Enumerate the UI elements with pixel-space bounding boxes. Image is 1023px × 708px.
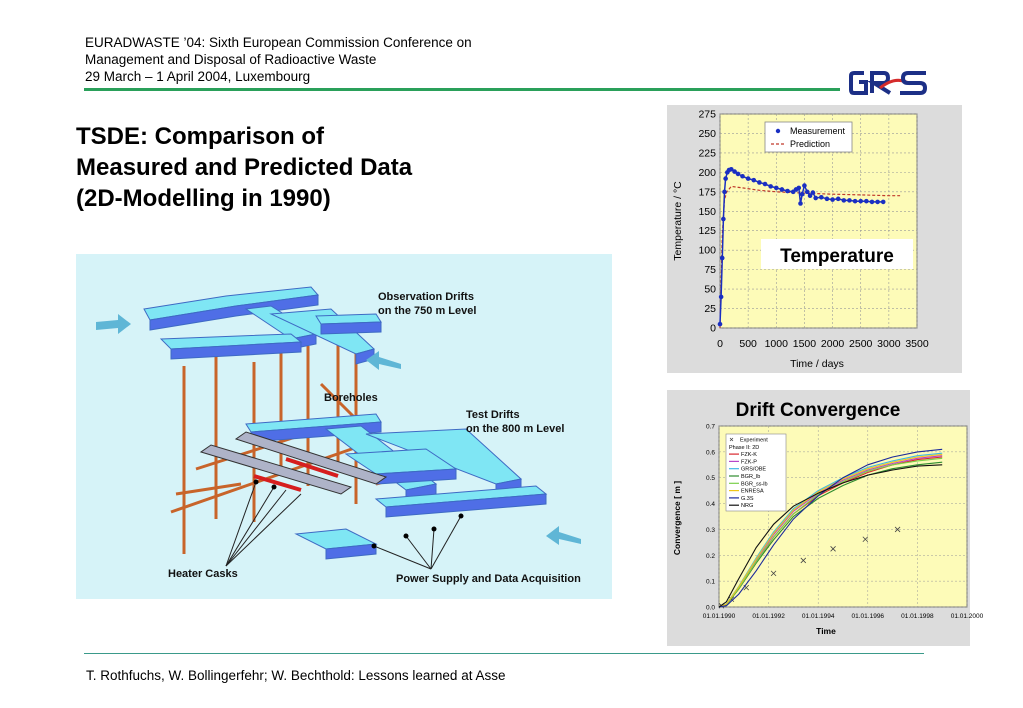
- conv-x-tick: 01.01.2000: [950, 613, 984, 620]
- temp-measurement-point: [719, 295, 724, 300]
- conv-y-tick: 0.4: [705, 501, 715, 509]
- conv-y-tick: 0.6: [705, 449, 715, 457]
- temp-measurement-point: [720, 256, 725, 261]
- temperature-overlay-label: Temperature: [780, 246, 894, 267]
- temp-measurement-point: [785, 189, 790, 194]
- header-line-2: Management and Disposal of Radioactive Waste: [85, 52, 377, 67]
- label-observation-level: on the 750 m Level: [378, 305, 477, 317]
- convergence-title: Drift Convergence: [735, 400, 901, 421]
- legend-measurement: Measurement: [790, 126, 846, 136]
- title-line-1: TSDE: Comparison of: [76, 123, 325, 150]
- temp-measurement-point: [797, 186, 802, 191]
- temp-measurement-point: [763, 182, 768, 187]
- temp-measurement-point: [875, 200, 880, 205]
- conv-x-tick: 01.01.1998: [901, 613, 934, 620]
- temp-measurement-point: [740, 174, 745, 179]
- temp-x-tick: 3500: [905, 338, 929, 350]
- temp-x-tick: 2000: [820, 338, 845, 350]
- temp-x-tick: 0: [717, 338, 723, 350]
- temperature-chart: [667, 105, 962, 373]
- temp-y-tick: 225: [698, 147, 716, 160]
- conv-y-tick: 0.5: [705, 475, 715, 483]
- label-boreholes: Boreholes: [324, 392, 378, 404]
- temp-measurement-point: [798, 201, 803, 206]
- temp-y-tick: 50: [704, 283, 716, 296]
- temp-measurement-point: [736, 172, 741, 177]
- conv-x-tick: 01.01.1994: [801, 613, 835, 620]
- temp-measurement-point: [811, 190, 816, 195]
- convergence-y-label: Convergence [ m ]: [672, 480, 682, 556]
- label-test-level: on the 800 m Level: [466, 423, 565, 435]
- temp-measurement-point: [825, 197, 830, 202]
- temperature-y-label: Temperature / °C: [672, 181, 684, 261]
- temp-measurement-point: [721, 217, 726, 222]
- temperature-chart-panel: [667, 105, 962, 373]
- temp-measurement-point: [774, 186, 779, 191]
- temp-x-tick: 3000: [877, 338, 901, 350]
- temp-measurement-point: [836, 197, 841, 202]
- legend-measurement-marker: [776, 129, 780, 133]
- legend-prediction: Prediction: [790, 139, 831, 149]
- conv-legend-title: Phase II: 2D: [729, 444, 760, 451]
- temp-y-tick: 75: [704, 264, 716, 277]
- conference-header: [85, 34, 472, 85]
- conv-legend-experiment: Experiment: [740, 437, 768, 444]
- conv-legend-entry: ENRESA: [741, 488, 764, 495]
- temp-measurement-point: [858, 199, 863, 204]
- temp-y-tick: 150: [698, 205, 716, 218]
- observation-drifts: [144, 287, 381, 364]
- label-heater-casks: Heater Casks: [168, 568, 238, 580]
- temp-measurement-point: [746, 176, 751, 181]
- footer-rule: [84, 653, 924, 654]
- temp-measurement-point: [800, 192, 805, 197]
- conv-legend-entry: FZK-K: [741, 452, 757, 459]
- conv-y-tick: 0.7: [705, 423, 715, 431]
- temp-measurement-point: [842, 198, 847, 203]
- conv-y-tick: 0.0: [705, 604, 715, 612]
- temp-measurement-point: [802, 183, 807, 188]
- temp-y-tick: 125: [698, 225, 716, 238]
- temp-measurement-point: [718, 322, 723, 327]
- temp-measurement-point: [813, 196, 818, 201]
- convergence-x-label: Time: [816, 626, 836, 636]
- convergence-legend: [726, 434, 786, 511]
- grs-logo: [850, 70, 928, 96]
- conv-x-tick: 01.01.1990: [702, 613, 736, 620]
- temp-measurement-point: [805, 190, 810, 195]
- footer-authors: T. Rothfuchs, W. Bollingerfehr; W. Bechthold: Lessons learned at Asse: [86, 668, 506, 683]
- temp-measurement-point: [768, 184, 773, 189]
- temp-y-tick: 200: [698, 166, 716, 179]
- temp-measurement-point: [853, 199, 858, 204]
- conv-x-tick: 01.01.1992: [752, 613, 785, 620]
- temp-measurement-point: [881, 200, 886, 205]
- temp-measurement-point: [757, 180, 762, 185]
- temp-measurement-point: [830, 197, 835, 202]
- temp-measurement-point: [870, 200, 875, 205]
- header-line-3: 29 March – 1 April 2004, Luxembourg: [85, 69, 311, 84]
- mine-layout-diagram: [76, 254, 612, 599]
- temp-measurement-point: [751, 178, 756, 183]
- conv-y-tick: 0.2: [705, 552, 715, 560]
- label-power-supply: Power Supply and Data Acquisition: [396, 573, 581, 585]
- conv-legend-entry: BGR_ss-lb: [741, 481, 768, 488]
- temp-x-tick: 1000: [764, 338, 788, 350]
- title-line-2: Measured and Predicted Data: [76, 154, 413, 181]
- conv-y-tick: 0.1: [705, 578, 715, 586]
- conv-legend-entry: NRG: [741, 503, 754, 510]
- header-rule: [84, 88, 840, 91]
- temp-measurement-point: [780, 187, 785, 192]
- convergence-chart: [667, 390, 984, 646]
- temp-measurement-point: [864, 199, 869, 204]
- label-test-drifts: Test Drifts: [466, 409, 520, 421]
- temp-measurement-point: [722, 190, 727, 195]
- temp-measurement-point: [723, 176, 728, 181]
- temp-y-tick: 100: [698, 244, 716, 257]
- conv-y-tick: 0.3: [705, 526, 715, 534]
- conv-legend-entry: FZK-P: [741, 459, 757, 466]
- temp-x-tick: 1500: [792, 338, 817, 350]
- conv-legend-entry: GRS/OBE: [741, 466, 767, 473]
- temp-x-tick: 500: [739, 338, 757, 350]
- temp-measurement-point: [819, 195, 824, 200]
- temp-y-tick: 175: [698, 186, 716, 199]
- temp-measurement-point: [847, 198, 852, 203]
- header-line-1: EURADWASTE ’04: Sixth European Commission Conference on: [85, 35, 472, 50]
- convergence-chart-panel: [667, 390, 984, 646]
- conv-legend-entry: BGR_lb: [741, 474, 761, 480]
- temp-y-tick: 250: [698, 127, 716, 140]
- temp-x-tick: 2500: [849, 338, 873, 350]
- temperature-x-label: Time / days: [790, 358, 844, 370]
- title-line-3: (2D-Modelling in 1990): [76, 185, 331, 212]
- temp-y-tick: 25: [704, 303, 716, 316]
- label-observation-drifts: Observation Drifts: [378, 291, 474, 303]
- conv-legend-entry: G.3S: [741, 495, 754, 502]
- slide-title: [76, 121, 412, 214]
- temp-y-tick: 0: [710, 322, 716, 335]
- conv-x-tick: 01.01.1996: [851, 613, 885, 620]
- temp-y-tick: 275: [698, 108, 716, 121]
